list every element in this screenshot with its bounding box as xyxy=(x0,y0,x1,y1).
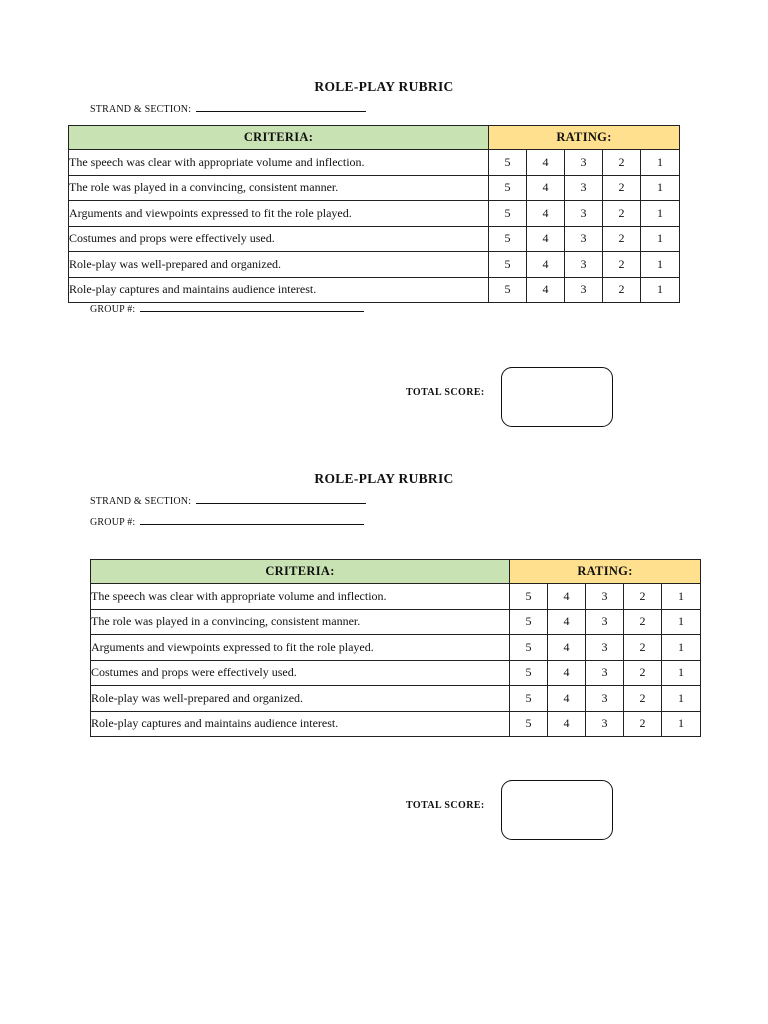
rating-option-2[interactable]: 2 xyxy=(603,175,641,201)
rating-option-3[interactable]: 3 xyxy=(586,711,624,737)
rating-option-1[interactable]: 1 xyxy=(662,711,701,737)
table-header-row xyxy=(91,560,701,584)
table-row xyxy=(91,686,701,712)
rating-option-4[interactable]: 4 xyxy=(527,150,565,176)
rating-option-1[interactable]: 1 xyxy=(641,175,680,201)
rating-option-1[interactable]: 1 xyxy=(662,660,701,686)
table-row xyxy=(91,660,701,686)
rating-option-5[interactable]: 5 xyxy=(510,584,548,610)
rating-option-4[interactable]: 4 xyxy=(548,711,586,737)
strand-section-field xyxy=(90,103,366,115)
rating-option-1[interactable]: 1 xyxy=(662,609,701,635)
rating-option-3[interactable]: 3 xyxy=(586,584,624,610)
criterion-text: The speech was clear with appropriate volume and inflection. xyxy=(69,150,489,176)
group-number-blank[interactable] xyxy=(140,303,364,312)
group-number-label: GROUP #: xyxy=(90,517,136,528)
rating-option-3[interactable]: 3 xyxy=(565,226,603,252)
rating-option-2[interactable]: 2 xyxy=(603,150,641,176)
table-row xyxy=(91,635,701,661)
table-row xyxy=(69,201,680,227)
rating-option-1[interactable]: 1 xyxy=(641,226,680,252)
rating-option-2[interactable]: 2 xyxy=(603,252,641,278)
rating-option-1[interactable]: 1 xyxy=(641,277,680,303)
rating-header: RATING: xyxy=(489,126,680,150)
rating-option-2[interactable]: 2 xyxy=(624,686,662,712)
rating-option-5[interactable]: 5 xyxy=(489,226,527,252)
rating-option-3[interactable]: 3 xyxy=(586,635,624,661)
criteria-header: CRITERIA: xyxy=(69,126,489,150)
rating-option-3[interactable]: 3 xyxy=(565,201,603,227)
rating-option-2[interactable]: 2 xyxy=(624,635,662,661)
rating-option-3[interactable]: 3 xyxy=(565,150,603,176)
table-header-row xyxy=(69,126,680,150)
criterion-text: The speech was clear with appropriate volume and inflection. xyxy=(91,584,510,610)
rubric-table xyxy=(90,559,701,737)
strand-section-label: STRAND & SECTION: xyxy=(90,104,192,115)
strand-section-field xyxy=(90,495,366,507)
strand-section-blank[interactable] xyxy=(196,103,366,112)
table-row xyxy=(69,252,680,278)
rating-option-4[interactable]: 4 xyxy=(548,660,586,686)
table-row xyxy=(91,609,701,635)
rating-option-2[interactable]: 2 xyxy=(603,201,641,227)
rating-option-4[interactable]: 4 xyxy=(548,584,586,610)
group-number-blank[interactable] xyxy=(140,516,364,525)
rating-option-5[interactable]: 5 xyxy=(510,660,548,686)
table-row xyxy=(91,584,701,610)
rating-option-3[interactable]: 3 xyxy=(565,175,603,201)
rating-option-2[interactable]: 2 xyxy=(624,660,662,686)
criterion-text: Role-play captures and maintains audience interest. xyxy=(91,711,510,737)
rating-option-4[interactable]: 4 xyxy=(527,201,565,227)
rating-option-1[interactable]: 1 xyxy=(662,686,701,712)
rating-option-1[interactable]: 1 xyxy=(641,150,680,176)
rating-option-3[interactable]: 3 xyxy=(565,277,603,303)
rating-option-1[interactable]: 1 xyxy=(662,584,701,610)
rating-option-4[interactable]: 4 xyxy=(527,175,565,201)
total-score-label: TOTAL SCORE: xyxy=(406,800,485,811)
rating-option-1[interactable]: 1 xyxy=(641,252,680,278)
rating-option-4[interactable]: 4 xyxy=(527,277,565,303)
rating-option-1[interactable]: 1 xyxy=(641,201,680,227)
rating-option-5[interactable]: 5 xyxy=(489,277,527,303)
rating-option-5[interactable]: 5 xyxy=(510,686,548,712)
criterion-text: Arguments and viewpoints expressed to fit the role played. xyxy=(91,635,510,661)
total-score-box[interactable] xyxy=(501,780,613,840)
rating-option-4[interactable]: 4 xyxy=(527,252,565,278)
criterion-text: The role was played in a convincing, consistent manner. xyxy=(69,175,489,201)
criterion-text: Costumes and props were effectively used. xyxy=(91,660,510,686)
rating-option-5[interactable]: 5 xyxy=(489,175,527,201)
rating-option-2[interactable]: 2 xyxy=(624,711,662,737)
group-number-label: GROUP #: xyxy=(90,304,136,315)
rating-header: RATING: xyxy=(510,560,701,584)
rating-option-5[interactable]: 5 xyxy=(510,609,548,635)
table-row xyxy=(69,175,680,201)
rating-option-2[interactable]: 2 xyxy=(603,277,641,303)
table-row xyxy=(69,150,680,176)
rating-option-2[interactable]: 2 xyxy=(624,609,662,635)
rubric-title: ROLE-PLAY RUBRIC xyxy=(314,471,454,486)
rating-option-2[interactable]: 2 xyxy=(624,584,662,610)
table-row xyxy=(69,226,680,252)
rating-option-5[interactable]: 5 xyxy=(510,711,548,737)
criterion-text: Role-play was well-prepared and organized. xyxy=(69,252,489,278)
rating-option-5[interactable]: 5 xyxy=(510,635,548,661)
criterion-text: Costumes and props were effectively used. xyxy=(69,226,489,252)
table-row xyxy=(69,277,680,303)
rubric-table xyxy=(68,125,680,303)
rating-option-3[interactable]: 3 xyxy=(565,252,603,278)
rating-option-4[interactable]: 4 xyxy=(548,686,586,712)
rubric-title: ROLE-PLAY RUBRIC xyxy=(314,79,454,94)
rating-option-4[interactable]: 4 xyxy=(548,609,586,635)
strand-section-blank[interactable] xyxy=(196,495,366,504)
criterion-text: The role was played in a convincing, consistent manner. xyxy=(91,609,510,635)
rating-option-5[interactable]: 5 xyxy=(489,201,527,227)
strand-section-label: STRAND & SECTION: xyxy=(90,496,192,507)
criteria-header: CRITERIA: xyxy=(91,560,510,584)
rating-option-2[interactable]: 2 xyxy=(603,226,641,252)
rating-option-3[interactable]: 3 xyxy=(586,609,624,635)
total-score-box[interactable] xyxy=(501,367,613,427)
rating-option-5[interactable]: 5 xyxy=(489,150,527,176)
rating-option-5[interactable]: 5 xyxy=(489,252,527,278)
rating-option-3[interactable]: 3 xyxy=(586,686,624,712)
group-number-field xyxy=(90,516,364,528)
group-number-field xyxy=(90,303,364,315)
criterion-text: Role-play captures and maintains audience interest. xyxy=(69,277,489,303)
rating-option-4[interactable]: 4 xyxy=(527,226,565,252)
table-row xyxy=(91,711,701,737)
rating-option-3[interactable]: 3 xyxy=(586,660,624,686)
rating-option-1[interactable]: 1 xyxy=(662,635,701,661)
criterion-text: Role-play was well-prepared and organized. xyxy=(91,686,510,712)
total-score-label: TOTAL SCORE: xyxy=(406,387,485,398)
rating-option-4[interactable]: 4 xyxy=(548,635,586,661)
criterion-text: Arguments and viewpoints expressed to fit the role played. xyxy=(69,201,489,227)
